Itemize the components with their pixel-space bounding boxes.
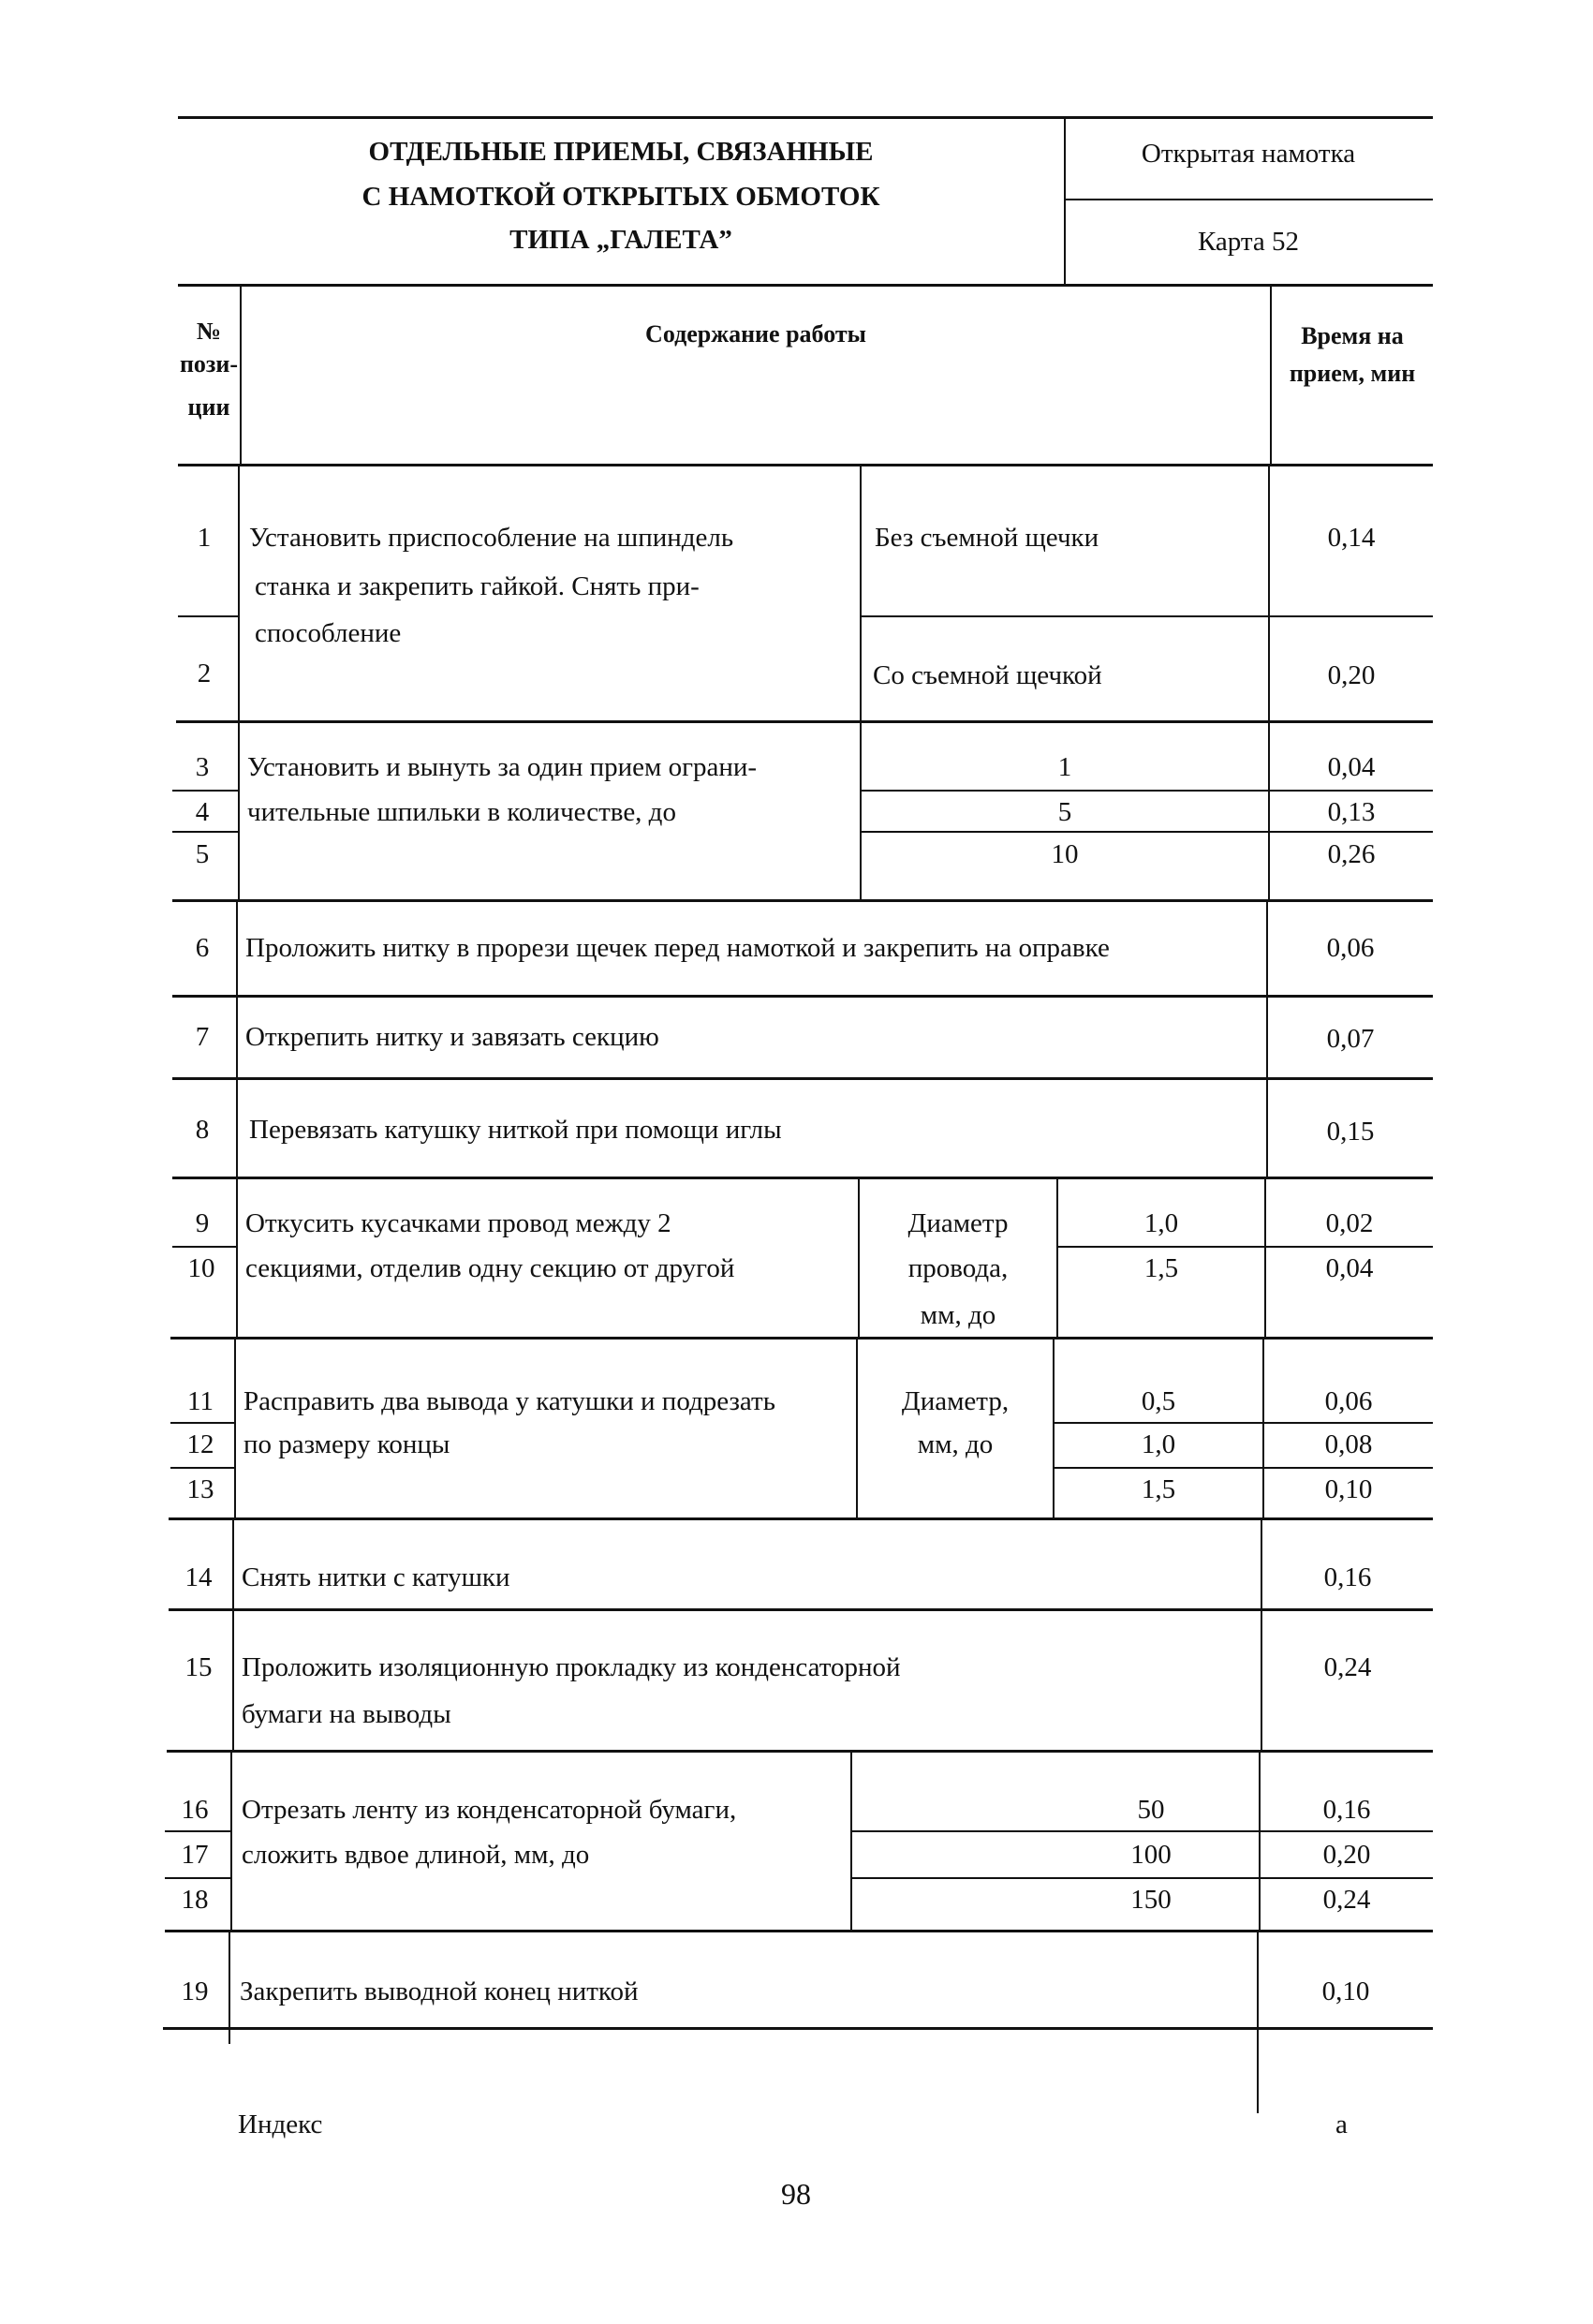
rule (860, 831, 1433, 833)
row-text: Откусить кусачками провод между 2 (245, 1208, 671, 1238)
rule (165, 1930, 1433, 1932)
row-time: 0,24 (1323, 1652, 1372, 1682)
rule (1056, 1246, 1433, 1248)
rule (170, 1337, 1433, 1340)
rule (172, 831, 238, 833)
row-number: 12 (186, 1429, 214, 1459)
row-param: 50 (1137, 1795, 1165, 1825)
row-text: Проложить нитку в прорези щечек перед намоткой и закрепить на оправке (245, 933, 1110, 963)
row-text: бумаги на выводы (242, 1699, 451, 1729)
rule (238, 464, 240, 721)
param-label: Диаметр, (901, 1386, 1010, 1416)
rule (850, 1750, 852, 1931)
row-param: 1,0 (1143, 1208, 1179, 1238)
row-text: Установить и вынуть за один прием ограни- (247, 752, 758, 782)
row-text: способление (255, 618, 402, 648)
row-time: 0,07 (1326, 1024, 1375, 1054)
row-param: 1,5 (1141, 1474, 1176, 1504)
rule (178, 464, 1433, 466)
rule (172, 995, 1433, 998)
row-option: Без съемной щечки (875, 523, 1099, 553)
rule (163, 2027, 1433, 2030)
rule (172, 899, 1433, 902)
row-option: Со съемной щечкой (873, 660, 1102, 690)
rule (165, 1830, 230, 1832)
row-time: 0,06 (1326, 933, 1375, 963)
row-param: 5 (1057, 797, 1072, 827)
rule (1261, 1517, 1262, 1609)
row-text: Установить приспособление на шпиндель (249, 523, 734, 553)
row-time: 0,10 (1321, 1976, 1370, 2006)
column-header-number: пози- (179, 350, 239, 377)
param-label: мм, до (920, 1300, 996, 1330)
row-time: 0,10 (1324, 1474, 1373, 1504)
row-number: 7 (195, 1022, 210, 1052)
rule (1257, 1930, 1259, 2113)
row-text: чительные шпильки в количестве, до (247, 797, 676, 827)
rule (850, 1877, 1433, 1879)
row-text: Закрепить выводной конец ниткой (240, 1976, 639, 2006)
rule (1053, 1422, 1433, 1424)
rule (169, 1517, 1433, 1520)
rule (169, 1608, 1433, 1611)
row-number: 5 (195, 839, 210, 869)
column-header-time: Время на (1301, 322, 1404, 349)
row-number: 14 (184, 1562, 213, 1592)
row-number: 15 (184, 1652, 213, 1682)
rule (178, 284, 1433, 287)
row-time: 0,16 (1322, 1795, 1371, 1825)
row-time: 0,15 (1326, 1117, 1375, 1147)
row-number: 2 (197, 659, 212, 688)
row-text: станка и закрепить гайкой. Снять при- (255, 571, 700, 601)
rule (860, 464, 862, 721)
row-number: 10 (187, 1253, 215, 1283)
column-header-content: Содержание работы (645, 320, 866, 348)
row-number: 17 (181, 1840, 209, 1870)
param-label: Диаметр (907, 1208, 1009, 1238)
row-time: 0,20 (1327, 660, 1376, 690)
rule (1064, 199, 1433, 200)
row-number: 9 (195, 1208, 210, 1238)
index-label: Индекс (238, 2109, 323, 2139)
row-time: 0,16 (1323, 1562, 1372, 1592)
row-time: 0,02 (1325, 1208, 1374, 1238)
row-time: 0,04 (1325, 1253, 1374, 1283)
row-number: 19 (181, 1976, 209, 2006)
title-line: ТИПА „ГАЛЕТА” (509, 225, 732, 255)
row-text: по размеру концы (243, 1429, 450, 1459)
row-text: Отрезать ленту из конденсаторной бумаги, (242, 1795, 737, 1825)
rule (178, 615, 238, 617)
row-number: 16 (181, 1795, 209, 1825)
rule (1053, 1467, 1433, 1469)
row-time: 0,14 (1327, 523, 1376, 553)
row-number: 18 (181, 1885, 209, 1915)
row-number: 13 (186, 1474, 214, 1504)
rule (236, 1177, 238, 1338)
column-header-number: ции (187, 393, 230, 421)
rule (172, 790, 238, 792)
row-param: 1,0 (1141, 1429, 1176, 1459)
row-number: 11 (187, 1386, 214, 1416)
row-text: Расправить два вывода у катушки и подрезать (243, 1386, 775, 1416)
rule (176, 720, 1433, 723)
rule (172, 1246, 236, 1248)
rule (860, 615, 1433, 617)
row-param: 150 (1130, 1885, 1172, 1915)
rule (178, 116, 1433, 119)
rule (856, 1337, 858, 1518)
row-time: 0,26 (1327, 839, 1376, 869)
row-time: 0,04 (1327, 752, 1376, 782)
column-header-number: № (196, 318, 222, 345)
row-number: 3 (195, 752, 210, 782)
rule (230, 1750, 232, 1931)
param-label: мм, до (917, 1429, 994, 1459)
rule (172, 1177, 1433, 1179)
rule (234, 1337, 236, 1518)
page-number: 98 (781, 2177, 811, 2211)
param-label: провода, (907, 1253, 1009, 1283)
row-param: 0,5 (1141, 1386, 1176, 1416)
row-time: 0,24 (1322, 1885, 1371, 1915)
row-number: 4 (195, 797, 210, 827)
row-number: 6 (195, 933, 210, 963)
row-param: 100 (1130, 1840, 1172, 1870)
title-line: ОТДЕЛЬНЫЕ ПРИЕМЫ, СВЯЗАННЫЕ (368, 137, 874, 167)
rule (850, 1830, 1433, 1832)
rule (232, 1517, 234, 1609)
row-text: сложить вдвое длиной, мм, до (242, 1840, 590, 1870)
row-text: Снять нитки с катушки (242, 1562, 510, 1592)
rule (167, 1750, 1433, 1753)
rule (165, 1877, 230, 1879)
column-header-time: прием, мин (1289, 360, 1416, 387)
row-time: 0,13 (1327, 797, 1376, 827)
rule (236, 1077, 238, 1177)
card-number: Карта 52 (1197, 227, 1300, 257)
row-number: 1 (197, 523, 212, 553)
row-text: Открепить нитку и завязать секцию (245, 1022, 659, 1052)
row-param: 1,5 (1143, 1253, 1179, 1283)
index-value: а (1335, 2109, 1348, 2139)
rule (236, 899, 238, 996)
row-param: 1 (1057, 752, 1072, 782)
row-text: секциями, отделив одну секцию от другой (245, 1253, 735, 1283)
rule (170, 1467, 234, 1469)
row-time: 0,20 (1322, 1840, 1371, 1870)
category-label: Открытая намотка (1141, 139, 1356, 169)
row-number: 8 (195, 1115, 210, 1145)
row-time: 0,06 (1324, 1386, 1373, 1416)
row-text: Проложить изоляционную прокладку из конденсаторной (242, 1652, 901, 1682)
row-text: Перевязать катушку ниткой при помощи иглы (249, 1115, 782, 1145)
row-param: 10 (1051, 839, 1079, 869)
rule (238, 720, 240, 900)
title-line: С НАМОТКОЙ ОТКРЫТЫХ ОБМОТОК (361, 182, 880, 212)
rule (170, 1422, 234, 1424)
rule (232, 1608, 234, 1751)
rule (236, 995, 238, 1078)
row-time: 0,08 (1324, 1429, 1373, 1459)
rule (860, 790, 1433, 792)
rule (172, 1077, 1433, 1080)
